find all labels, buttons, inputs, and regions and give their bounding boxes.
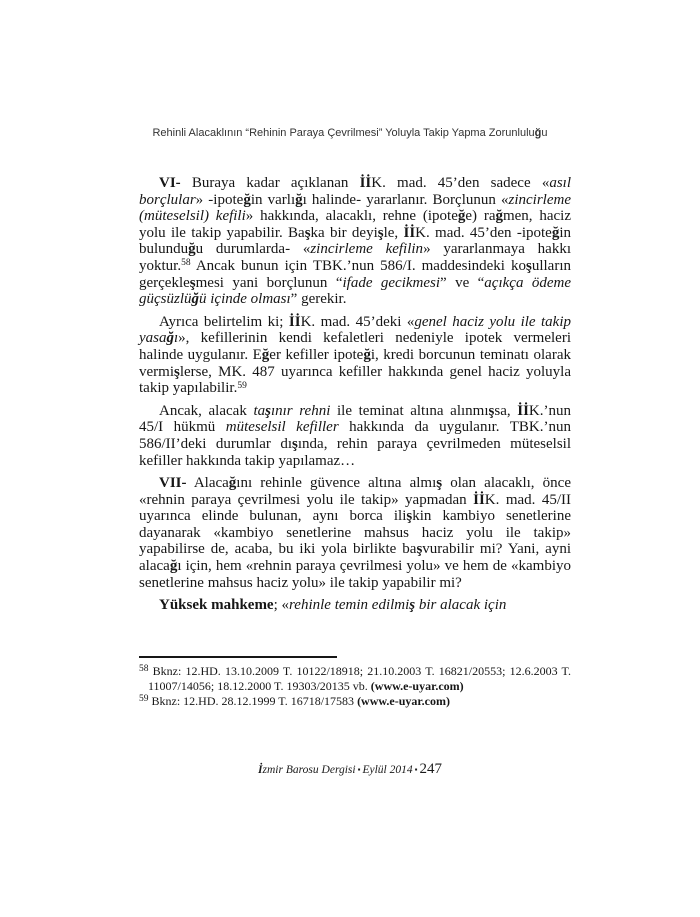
page-footer: İzmir Barosu Dergisi ▪ Eylül 2014 ▪ 247: [258, 761, 442, 777]
paragraph-yuksek-mahkeme: Yüksek mahkeme; «rehinle temin edilmiş bir alacak için: [159, 597, 507, 614]
footnotes-section: [139, 656, 571, 709]
footnote-separator-rule: [139, 656, 337, 658]
document-body: [139, 175, 571, 614]
footnote-58: $^{58}$ Bknz: 12.HD. 13.10.2009 T. 10122/18918; 21.10.2003 T. 16821/20553; 12.6.2003 T. 11007/14056; 18.12.2000 T. 19303/20135 vb. (www.e-uyar.com): [139, 663, 571, 693]
paragraph-vi: VI- Buraya kadar açıklanan İİK. mad. 45’den sadece «asıl borçlular» -ipoteğin varlığı halinde- yararlanır. Borçlunun «zincirleme (müteselsil) kefili» hakkında, alacaklı, rehne (ipoteğe) rağmen, haciz yolu ile takip yapabilir. Başka bir deyişle, İİK. mad. 45’den -ipoteğin bulunduğu durumlarda- «zincirleme kefilin» yararlanmaya hakkı yoktur.$^{58}$ Ancak bunun için TBK.’nun 586/I. maddesindeki koşulların gerçekleşmesi yani borçlunun “ifade gecikmesi” ve “açıkça ödeme güçsüzlüğü içinde olması” gerekir.: [139, 175, 572, 308]
paragraph-vii: VII- Alacağını rehinle güvence altına almış olan alacaklı, önce «rehnin paraya çevrilmesi yolu ile takip» yapmadan İİK. mad. 45/II uyarınca elinde bulunan, aynı borca ilişkin kambiyo senetlerine dayanarak «kambiyo senetlerine mahsus haciz yolu ile takip» yapabilirse de, acaba, bu iki yola birlikte başvurabilir mi? Yani, ayni alacağı için, hem «rehnin paraya çevrilmesi yolu» ve hem de «kambiyo senetlerine mahsus haciz yolu» ile takip yapabilir mi?: [139, 475, 571, 591]
paragraph-ayrica: Ayrıca belirtelim ki; İİK. mad. 45’deki «genel haciz yolu ile takip yasağı», kefillerinin kendi kefaletleri nedeniyle ipotek vermeleri halinde uygulanır. Eğer kefiller ipoteği, kredi borcunun teminatı olarak vermişlerse, MK. 487 uyarınca kefiller hakkında genel haciz yoluyla takip yapılabilir.$^{59}$: [139, 313, 571, 397]
paragraph-ancak: Ancak, alacak taşınır rehni ile teminat altına alınmışsa, İİK.’nun 45/I hükmü müteselsil kefiller hakkında da uygulanır. TBK.’nun 586/II’deki durumlar dışında, rehin paraya çevrilmeden müteselsil kefiller hakkında takip yapılamaz…: [139, 402, 571, 469]
running-header-title: Rehinli Alacaklının “Rehinin Paraya Çevrilmesi” Yoluyla Takip Yapma Zorunluluğu: [152, 127, 548, 139]
footnote-59: $^{59}$ Bknz: 12.HD. 28.12.1999 T. 16718/17583 (www.e-uyar.com): [139, 693, 450, 708]
